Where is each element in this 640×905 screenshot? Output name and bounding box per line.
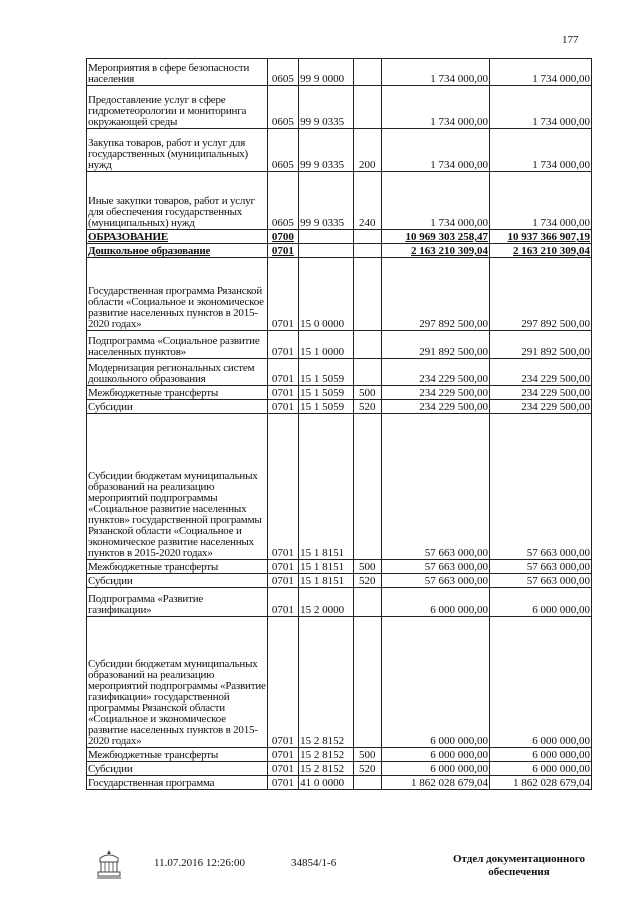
row-section: 0701	[267, 776, 298, 790]
table-row	[87, 617, 592, 748]
table-row	[87, 230, 592, 244]
row-name: Модернизация региональных систем дошкольного образования	[87, 359, 268, 386]
page-number: 177	[562, 34, 579, 46]
row-sum-2: 6 000 000,00	[489, 617, 591, 748]
table-row	[87, 59, 592, 86]
row-sum-2: 234 229 500,00	[489, 386, 591, 400]
row-expense-type	[353, 244, 381, 258]
row-article: 15 1 5059	[299, 400, 354, 414]
row-sum-2: 2 163 210 309,04	[489, 244, 591, 258]
row-sum-1: 57 663 000,00	[381, 560, 489, 574]
row-sum-2: 1 734 000,00	[489, 86, 591, 129]
footer-department	[436, 853, 602, 879]
row-sum-1: 57 663 000,00	[381, 574, 489, 588]
row-article: 99 9 0335	[299, 129, 354, 172]
row-section: 0701	[267, 414, 298, 560]
row-name: Иные закупки товаров, работ и услуг для обеспечения государственных (муниципальных) нужд	[87, 172, 268, 230]
row-expense-type: 200	[353, 129, 381, 172]
row-name: Мероприятия в сфере безопасности населения	[87, 59, 268, 86]
row-article: 15 1 8151	[299, 574, 354, 588]
row-name: Государственная программа Рязанской области «Социальное и экономическое развитие населенных пунктов в 2015-2020 годах»	[87, 258, 268, 331]
row-section: 0701	[267, 400, 298, 414]
row-article: 15 2 8152	[299, 762, 354, 776]
row-name: Межбюджетные трансферты	[87, 748, 268, 762]
row-name: Закупка товаров, работ и услуг для государственных (муниципальных) нужд	[87, 129, 268, 172]
row-expense-type	[353, 331, 381, 359]
row-article: 99 9 0335	[299, 86, 354, 129]
row-sum-2: 6 000 000,00	[489, 762, 591, 776]
table-row	[87, 574, 592, 588]
row-sum-2: 1 862 028 679,04	[489, 776, 591, 790]
table-row	[87, 258, 592, 331]
table-row	[87, 776, 592, 790]
table-row	[87, 762, 592, 776]
row-section: 0701	[267, 617, 298, 748]
row-article	[299, 230, 354, 244]
table-row	[87, 386, 592, 400]
row-sum-2: 10 937 366 907,19	[489, 230, 591, 244]
row-name: Субсидии бюджетам муниципальных образований на реализацию мероприятий подпрограммы «Развитие газификации» государственной программы Рязанской области «Социальное и экономическое развитие населенных пунктов в 2015-2020 годах»	[87, 617, 268, 748]
row-section: 0605	[267, 86, 298, 129]
table-row	[87, 172, 592, 230]
row-expense-type: 520	[353, 762, 381, 776]
budget-table-body	[87, 59, 592, 790]
row-sum-1: 297 892 500,00	[381, 258, 489, 331]
row-sum-1: 234 229 500,00	[381, 400, 489, 414]
row-name: Субсидии	[87, 762, 268, 776]
row-sum-1: 10 969 303 258,47	[381, 230, 489, 244]
row-section: 0605	[267, 129, 298, 172]
row-section: 0701	[267, 560, 298, 574]
row-article: 41 0 0000	[299, 776, 354, 790]
row-sum-1: 234 229 500,00	[381, 386, 489, 400]
table-row	[87, 244, 592, 258]
row-article: 15 2 0000	[299, 588, 354, 617]
row-expense-type	[353, 258, 381, 331]
row-sum-1: 1 734 000,00	[381, 86, 489, 129]
row-sum-2: 57 663 000,00	[489, 414, 591, 560]
row-article: 15 1 5059	[299, 359, 354, 386]
footer-department-line1: Отдел документационного	[452, 853, 586, 865]
row-sum-1: 6 000 000,00	[381, 762, 489, 776]
row-expense-type	[353, 588, 381, 617]
row-section: 0605	[267, 172, 298, 230]
row-expense-type: 520	[353, 574, 381, 588]
row-article: 99 9 0335	[299, 172, 354, 230]
row-article	[299, 244, 354, 258]
row-expense-type: 500	[353, 386, 381, 400]
row-section: 0701	[267, 386, 298, 400]
row-expense-type	[353, 617, 381, 748]
table-row	[87, 331, 592, 359]
row-section: 0605	[267, 59, 298, 86]
table-row	[87, 359, 592, 386]
row-sum-1: 2 163 210 309,04	[381, 244, 489, 258]
row-sum-2: 57 663 000,00	[489, 560, 591, 574]
row-section: 0701	[267, 588, 298, 617]
row-name: Дошкольное образование	[87, 244, 268, 258]
row-name: ОБРАЗОВАНИЕ	[87, 230, 268, 244]
table-row	[87, 748, 592, 762]
row-sum-1: 6 000 000,00	[381, 588, 489, 617]
row-name: Субсидии бюджетам муниципальных образований на реализацию мероприятий подпрограммы «Социальное развитие населенных пунктов» государственной программы Рязанской области «Социальное и экономическое развитие населенных пунктов в 2015-2020 годах»	[87, 414, 268, 560]
row-section: 0701	[267, 574, 298, 588]
footer-doc-number: 34854/1-6	[291, 857, 337, 869]
row-section: 0701	[267, 359, 298, 386]
row-name: Подпрограмма «Развитие газификации»	[87, 588, 268, 617]
row-article: 15 1 0000	[299, 331, 354, 359]
row-sum-2: 57 663 000,00	[489, 574, 591, 588]
row-section: 0701	[267, 331, 298, 359]
row-expense-type	[353, 414, 381, 560]
row-expense-type	[353, 230, 381, 244]
row-sum-2: 291 892 500,00	[489, 331, 591, 359]
row-article: 15 0 0000	[299, 258, 354, 331]
footer-department-line2: обеспечения	[488, 866, 550, 878]
row-expense-type: 500	[353, 560, 381, 574]
row-expense-type	[353, 359, 381, 386]
row-sum-2: 234 229 500,00	[489, 400, 591, 414]
row-sum-1: 291 892 500,00	[381, 331, 489, 359]
row-sum-2: 6 000 000,00	[489, 748, 591, 762]
row-article: 99 9 0000	[299, 59, 354, 86]
row-sum-2: 1 734 000,00	[489, 59, 591, 86]
table-row	[87, 414, 592, 560]
row-sum-2: 1 734 000,00	[489, 129, 591, 172]
table-row	[87, 86, 592, 129]
row-sum-1: 234 229 500,00	[381, 359, 489, 386]
row-expense-type	[353, 776, 381, 790]
row-name: Государственная программа	[87, 776, 268, 790]
row-expense-type: 500	[353, 748, 381, 762]
row-sum-1: 1 734 000,00	[381, 129, 489, 172]
footer-timestamp: 11.07.2016 12:26:00	[154, 857, 245, 869]
row-name: Субсидии	[87, 400, 268, 414]
row-section: 0701	[267, 244, 298, 258]
row-sum-2: 6 000 000,00	[489, 588, 591, 617]
row-sum-1: 57 663 000,00	[381, 414, 489, 560]
row-expense-type	[353, 86, 381, 129]
row-name: Межбюджетные трансферты	[87, 560, 268, 574]
row-sum-1: 6 000 000,00	[381, 748, 489, 762]
row-sum-2: 1 734 000,00	[489, 172, 591, 230]
row-article: 15 2 8152	[299, 748, 354, 762]
row-sum-2: 297 892 500,00	[489, 258, 591, 331]
budget-table	[86, 58, 592, 790]
row-expense-type	[353, 59, 381, 86]
row-article: 15 2 8152	[299, 617, 354, 748]
row-sum-2: 234 229 500,00	[489, 359, 591, 386]
row-sum-1: 1 862 028 679,04	[381, 776, 489, 790]
row-section: 0701	[267, 762, 298, 776]
row-expense-type: 240	[353, 172, 381, 230]
row-sum-1: 6 000 000,00	[381, 617, 489, 748]
row-section: 0701	[267, 258, 298, 331]
row-name: Межбюджетные трансферты	[87, 386, 268, 400]
row-name: Подпрограмма «Социальное развитие населенных пунктов»	[87, 331, 268, 359]
table-row	[87, 129, 592, 172]
row-sum-1: 1 734 000,00	[381, 59, 489, 86]
row-article: 15 1 8151	[299, 560, 354, 574]
table-row	[87, 588, 592, 617]
row-section: 0701	[267, 748, 298, 762]
table-row	[87, 560, 592, 574]
row-sum-1: 1 734 000,00	[381, 172, 489, 230]
row-expense-type: 520	[353, 400, 381, 414]
row-section: 0700	[267, 230, 298, 244]
coat-of-arms-icon	[96, 848, 122, 880]
row-article: 15 1 8151	[299, 414, 354, 560]
table-row	[87, 400, 592, 414]
row-article: 15 1 5059	[299, 386, 354, 400]
row-name: Субсидии	[87, 574, 268, 588]
row-name: Предоставление услуг в сфере гидрометеорологии и мониторинга окружающей среды	[87, 86, 268, 129]
